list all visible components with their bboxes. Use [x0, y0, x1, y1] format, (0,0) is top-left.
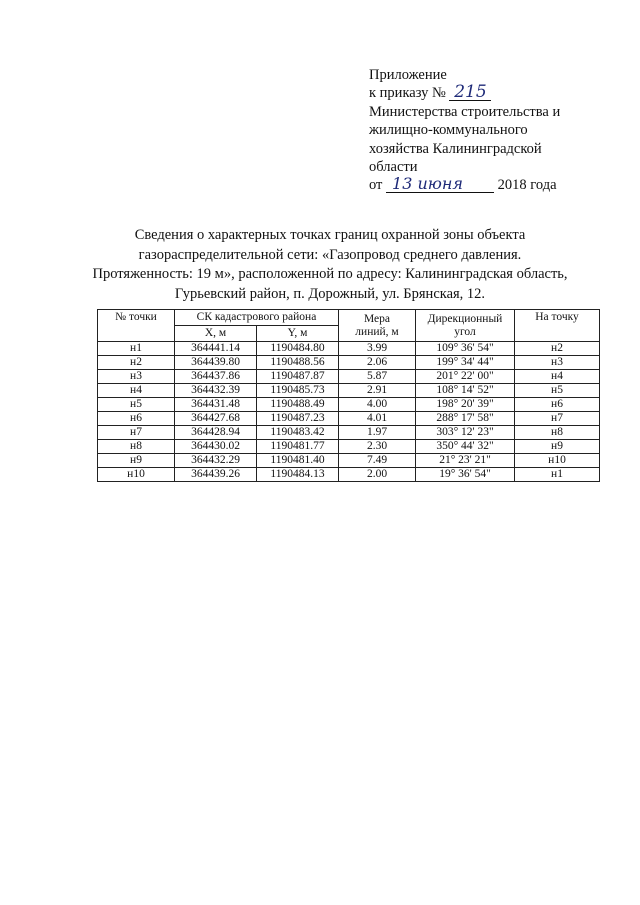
table-row — [98, 440, 600, 454]
date-line — [369, 176, 619, 194]
cell-measure: 2.30 — [339, 440, 416, 454]
ministry-line-2: жилищно-коммунального — [369, 122, 528, 139]
cell-point: н2 — [98, 356, 175, 370]
cell-x: 364439.80 — [175, 356, 257, 370]
cell-y: 1190481.40 — [257, 454, 339, 468]
cell-angle: 201° 22' 00" — [416, 370, 515, 384]
ministry-line-1: Министерства строительства и — [369, 103, 561, 120]
header-to-point: На точку — [515, 310, 600, 342]
header-angle-line-1: Дирекционный — [427, 312, 503, 325]
cell-x: 364430.02 — [175, 440, 257, 454]
cell-angle: 108° 14' 52" — [416, 384, 515, 398]
table-row — [98, 356, 600, 370]
cell-measure: 3.99 — [339, 342, 416, 356]
date-suffix: 2018 года — [497, 177, 557, 194]
cell-y: 1190484.80 — [257, 342, 339, 356]
cell-to-point: н2 — [515, 342, 600, 356]
cell-x: 364427.68 — [175, 412, 257, 426]
document-heading — [80, 226, 580, 304]
table-row — [98, 412, 600, 426]
cell-y: 1190481.77 — [257, 440, 339, 454]
header-measure-line-1: Мера — [363, 312, 391, 325]
cell-measure: 2.06 — [339, 356, 416, 370]
cell-point: н4 — [98, 384, 175, 398]
cell-measure: 2.00 — [339, 468, 416, 482]
cell-point: н8 — [98, 440, 175, 454]
cell-to-point: н8 — [515, 426, 600, 440]
order-prefix: к приказу № — [369, 85, 446, 102]
cell-to-point: н1 — [515, 468, 600, 482]
cell-y: 1190484.13 — [257, 468, 339, 482]
cell-to-point: н4 — [515, 370, 600, 384]
header-x: X, м — [175, 326, 257, 342]
heading-line-4: Гурьевский район, п. Дорожный, ул. Брянская, 12. — [174, 285, 486, 302]
ministry-line-3: хозяйства Калининградской — [369, 140, 542, 157]
cell-x: 364428.94 — [175, 426, 257, 440]
cell-measure: 4.01 — [339, 412, 416, 426]
table-row — [98, 398, 600, 412]
handwritten-date: 13 июня — [386, 176, 494, 193]
cell-y: 1190488.56 — [257, 356, 339, 370]
header-point-number: № точки — [98, 310, 175, 342]
header-angle — [416, 310, 515, 342]
heading-line-1: Сведения о характерных точках границ охранной зоны объекта — [134, 227, 526, 243]
cell-angle: 19° 36' 54" — [416, 468, 515, 482]
cell-to-point: н9 — [515, 440, 600, 454]
cell-angle: 303° 12' 23" — [416, 426, 515, 440]
cell-measure: 2.91 — [339, 384, 416, 398]
boundary-points-table — [97, 309, 600, 482]
header-measure-line-2: линий, м — [355, 325, 399, 338]
cell-measure: 5.87 — [339, 370, 416, 384]
cell-measure: 1.97 — [339, 426, 416, 440]
cell-angle: 21° 23' 21" — [416, 454, 515, 468]
cell-angle: 109° 36' 54" — [416, 342, 515, 356]
cell-point: н5 — [98, 398, 175, 412]
cell-y: 1190487.87 — [257, 370, 339, 384]
cell-point: н6 — [98, 412, 175, 426]
cell-to-point: н5 — [515, 384, 600, 398]
cell-x: 364441.14 — [175, 342, 257, 356]
cell-x: 364432.39 — [175, 384, 257, 398]
cell-measure: 7.49 — [339, 454, 416, 468]
header-y: Y, м — [257, 326, 339, 342]
table-row — [98, 468, 600, 482]
order-line — [369, 84, 619, 102]
cell-angle: 350° 44' 32" — [416, 440, 515, 454]
cell-x: 364437.86 — [175, 370, 257, 384]
appendix-block — [369, 66, 619, 195]
cell-point: н10 — [98, 468, 175, 482]
cell-point: н1 — [98, 342, 175, 356]
cell-point: н7 — [98, 426, 175, 440]
handwritten-order-number: 215 — [449, 84, 491, 101]
header-angle-line-2: угол — [454, 325, 476, 338]
cell-measure: 4.00 — [339, 398, 416, 412]
cell-y: 1190488.49 — [257, 398, 339, 412]
cell-angle: 199° 34' 44" — [416, 356, 515, 370]
appendix-title: Приложение — [369, 67, 447, 83]
cell-to-point: н6 — [515, 398, 600, 412]
heading-line-2: газораспределительной сети: «Газопровод среднего давления. — [138, 246, 522, 263]
cell-angle: 288° 17' 58" — [416, 412, 515, 426]
heading-line-3: Протяженность: 19 м», расположенной по адресу: Калининградская область, — [92, 266, 568, 282]
cell-y: 1190487.23 — [257, 412, 339, 426]
cell-point: н9 — [98, 454, 175, 468]
ministry-line-4: области — [369, 159, 418, 176]
cell-point: н3 — [98, 370, 175, 384]
cell-y: 1190485.73 — [257, 384, 339, 398]
header-cadastral: СК кадастрового района — [175, 310, 339, 326]
table-row — [98, 370, 600, 384]
date-prefix: от — [369, 177, 383, 194]
cell-x: 364432.29 — [175, 454, 257, 468]
cell-x: 364439.26 — [175, 468, 257, 482]
cell-to-point: н3 — [515, 356, 600, 370]
header-measure — [339, 310, 416, 342]
table-row — [98, 384, 600, 398]
table-row — [98, 454, 600, 468]
cell-x: 364431.48 — [175, 398, 257, 412]
cell-to-point: н7 — [515, 412, 600, 426]
cell-to-point: н10 — [515, 454, 600, 468]
cell-angle: 198° 20' 39" — [416, 398, 515, 412]
table-row — [98, 342, 600, 356]
table-row — [98, 426, 600, 440]
cell-y: 1190483.42 — [257, 426, 339, 440]
